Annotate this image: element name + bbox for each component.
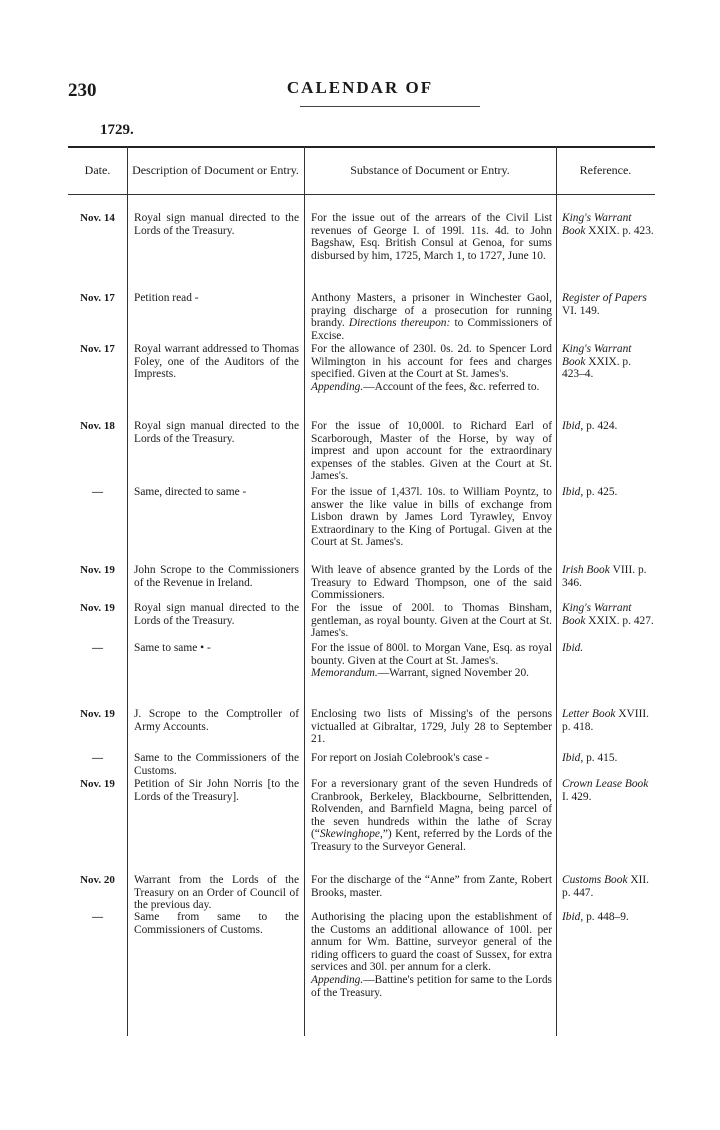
reference-detail: p. 448–9. <box>586 911 629 923</box>
appending-text: —Account of the fees, &c. referred to. <box>363 380 540 393</box>
entry-reference <box>562 911 654 924</box>
page-number: 230 <box>68 80 97 101</box>
reference-title: Ibid, <box>562 752 584 764</box>
entry-description: Royal sign manual directed to the Lords of the Treasury. <box>134 212 299 237</box>
reference-title: King's Warrant Book <box>562 602 632 627</box>
substance-text: For the issue of 800l. to Morgan Vane, Esq. as royal bounty. Given at the Court at St. James's. <box>311 642 552 667</box>
entry-substance <box>311 778 552 854</box>
reference-title: King's Warrant Book <box>562 343 632 368</box>
reference-detail: I. 429. <box>562 790 592 803</box>
entry-reference <box>562 212 654 237</box>
entry-substance: For the issue of 1,437l. 10s. to William Poyntz, to answer the like value in bills of exchange from Lisbon drawn by James Lord Tyrawley, Envoy Extraordinary to the King of Portugal. Given at the Court at St. James's. <box>311 486 552 549</box>
entry-description: Same from same to the Commissioners of Customs. <box>134 911 299 936</box>
entry-reference <box>562 874 654 899</box>
entry-description: Royal sign manual directed to the Lords of the Treasury. <box>134 602 299 627</box>
reference-detail: XVIII. p. 418. <box>562 708 650 733</box>
reference-title: Letter Book <box>562 708 616 720</box>
header-bottom-rule <box>68 194 655 195</box>
reference-detail: XXIX. p. 427. <box>588 614 654 627</box>
column-rule <box>127 146 128 1036</box>
reference-detail: p. 415. <box>586 752 618 764</box>
reference-detail: p. 425. <box>586 486 618 498</box>
entry-date: Nov. 20 <box>80 874 115 886</box>
entry-date: Nov. 19 <box>80 778 115 790</box>
entry-date: — <box>92 752 103 764</box>
reference-detail: XXIX. p. 423–4. <box>562 355 631 381</box>
substance-text: For the allowance of 230l. 0s. 2d. to Spencer Lord Wilmington in his account for fees and charges specified. Given at the Court at St. James's. <box>311 343 552 381</box>
memorandum-text: —Warrant, signed November 20. <box>377 667 529 680</box>
appending-label: Appending. <box>311 973 364 986</box>
reference-title: Crown Lease Book <box>562 778 649 790</box>
entry-reference <box>562 642 654 655</box>
entry-reference <box>562 752 654 765</box>
entry-substance <box>311 292 552 342</box>
entry-description: Same to same • - <box>134 642 211 654</box>
reference-title: Register of Papers <box>562 292 647 304</box>
entry-substance <box>311 343 552 393</box>
column-rule <box>304 146 305 1036</box>
entry-substance: For the discharge of the “Anne” from Zante, Robert Brooks, master. <box>311 874 552 899</box>
entry-description: Warrant from the Lords of the Treasury on an Order of Council of the previous day. <box>134 874 299 912</box>
column-header-date: Date. <box>84 163 111 177</box>
substance-italic: Directions thereupon: <box>348 317 451 330</box>
substance-tail: ”) Kent, referred by the Lords of the Treasury to the Surveyor General. <box>311 828 552 853</box>
entry-substance: With leave of absence granted by the Lords of the Treasury to Edward Thompson, one of the said Commissioners. <box>311 564 552 602</box>
substance-text: Anthony Masters, a prisoner in Winchester Gaol, praying discharge of a prosecution for running brandy. <box>311 292 552 330</box>
reference-detail: XXIX. p. 423. <box>588 224 654 237</box>
entry-substance: Enclosing two lists of Missing's of the persons victualled at Gibraltar, 1729, July 28 to September 21. <box>311 708 552 746</box>
column-header-substance: Substance of Document or Entry. <box>350 163 510 177</box>
substance-text: Authorising the placing upon the establishment of the Customs an additional allowance of 100l. per annum for Wm. Battine, surveyor general of the riding officers to guard the coast of Sussex, for extra services and 30l. per annum for a clerk. <box>311 911 552 974</box>
reference-title: Irish Book <box>562 564 610 576</box>
entry-date: Nov. 17 <box>80 343 115 355</box>
year-heading: 1729. <box>100 122 134 138</box>
entry-description: Royal warrant addressed to Thomas Foley, one of the Auditors of the Imprests. <box>134 343 299 381</box>
column-header-reference: Reference. <box>579 163 632 177</box>
reference-detail: p. 424. <box>586 420 618 432</box>
column-rule <box>556 146 557 1036</box>
title-rule <box>300 106 480 107</box>
entry-substance: For report on Josiah Colebrook's case - <box>311 752 489 764</box>
memorandum-label: Memorandum. <box>311 667 378 680</box>
reference-title: King's Warrant Book <box>562 212 632 237</box>
substance-text: For a reversionary grant of the seven Hundreds of Cranbrook, Berkeley, Blackbourne, Selbrittenden, Rolvenden, and Barnfield Magna, being parcel of the seven hundreds within the lathe of Scray (“ <box>311 778 552 841</box>
calendar-table <box>68 146 655 1036</box>
entry-description: Petition of Sir John Norris [to the Lords of the Treasury]. <box>134 778 299 803</box>
entry-reference <box>562 420 654 433</box>
entry-date: Nov. 19 <box>80 564 115 576</box>
entry-date: Nov. 19 <box>80 708 115 720</box>
entry-description: Royal sign manual directed to the Lords of the Treasury. <box>134 420 299 445</box>
entry-date: — <box>92 486 103 498</box>
entry-description: John Scrope to the Commissioners of the Revenue in Ireland. <box>134 564 299 589</box>
entry-description: Same, directed to same - <box>134 486 247 498</box>
entry-date: Nov. 14 <box>80 212 115 224</box>
reference-title: Ibid, <box>562 420 584 432</box>
entry-reference <box>562 602 654 627</box>
entry-reference <box>562 486 654 499</box>
reference-detail: VI. 149. <box>562 304 600 317</box>
entry-date: — <box>92 642 103 654</box>
running-title: CALENDAR OF <box>286 78 434 97</box>
entry-description: J. Scrope to the Comptroller of Army Accounts. <box>134 708 299 733</box>
entry-substance: For the issue of 10,000l. to Richard Earl of Scarborough, Master of the Horse, by way of imprest and upon account for the extraordinary expenses of the stables. Given at the Court at St. James's. <box>311 420 552 483</box>
entry-reference <box>562 292 654 317</box>
entry-substance: For the issue out of the arrears of the Civil List revenues of George I. of 199l. 11s. 4d. to John Bagshaw, Esq. British Consul at Genoa, for sums disbursed by him, 1725, March 1, to 1727, June 10. <box>311 212 552 262</box>
substance-tail: to Commissioners of Excise. <box>311 317 552 342</box>
entry-reference <box>562 343 654 381</box>
entry-date: — <box>92 911 103 923</box>
entry-reference <box>562 778 654 803</box>
entry-description: Same to the Commissioners of the Customs. <box>134 752 299 777</box>
entry-reference <box>562 708 654 733</box>
reference-title: Ibid. <box>562 642 584 654</box>
entry-substance <box>311 911 552 999</box>
reference-title: Customs Book <box>562 874 628 886</box>
reference-title: Ibid, <box>562 486 584 498</box>
entry-substance: For the issue of 200l. to Thomas Binsham, gentleman, as royal bounty. Given at the Court at St. James's. <box>311 602 552 640</box>
substance-italic: Skewinghope, <box>319 828 383 841</box>
reference-detail: VIII. p. 346. <box>562 564 647 589</box>
entry-date: Nov. 18 <box>80 420 115 432</box>
entry-reference <box>562 564 654 589</box>
reference-detail: XII. p. 447. <box>562 874 650 899</box>
reference-title: Ibid, <box>562 911 584 923</box>
entry-date: Nov. 19 <box>80 602 115 614</box>
column-header-description: Description of Document or Entry. <box>132 163 299 177</box>
entry-substance <box>311 642 552 680</box>
entry-date: Nov. 17 <box>80 292 115 304</box>
entry-description: Petition read - <box>134 292 199 304</box>
appending-text: —Battine's petition for same to the Lords of the Treasury. <box>311 973 552 999</box>
appending-label: Appending. <box>311 380 364 393</box>
